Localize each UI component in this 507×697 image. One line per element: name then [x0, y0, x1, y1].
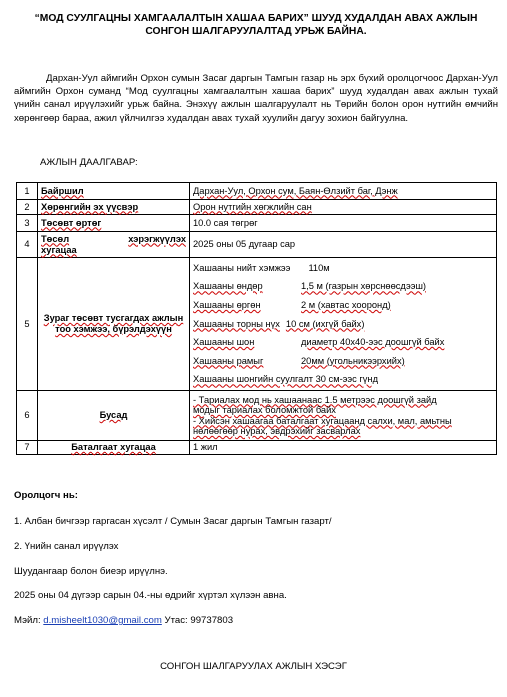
row-label: Баталгаат хугацаа	[38, 441, 190, 455]
table-row	[17, 391, 497, 441]
list-item: 2. Үнийн санал ирүүлэх	[14, 541, 119, 552]
email-link[interactable]: d.misheelt1030@gmail.com	[43, 615, 162, 626]
footer-signature: СОНГОН ШАЛГАРУУЛАХ АЖЛЫН ХЭСЭГ	[160, 661, 347, 672]
table-row	[17, 441, 497, 455]
document-title: “МОД СУУЛГАЦНЫ ХАМГААЛАЛТЫН ХАШАА БАРИХ” ШУУД ХУДАЛДАН АВАХ АЖЛЫН СОНГОН ШАЛГАРУУЛАЛТАД УРЬЖ БАЙНА.	[34, 13, 478, 37]
requirements-heading: АЖЛЫН ДААЛГАВАР:	[40, 157, 138, 168]
row-label: Төсөл хэрэгжүүлэх хугацаа	[38, 232, 190, 258]
list-item: 2025 оны 04 дүгээр сарын 04.-ны өдрийг хүртэл хүлээн авна.	[14, 590, 287, 601]
row-number: 1	[17, 183, 38, 200]
row-value: Дархан-Уул, Орхон сум, Баян-Өлзийт баг, Дэнж	[190, 183, 497, 200]
row-number: 2	[17, 200, 38, 215]
spec-line: Хашааны шонгийн суулгалт 30 см-ээс гүнд	[193, 374, 378, 385]
contact-line	[14, 615, 233, 626]
row-number: 5	[17, 258, 38, 391]
row-number: 3	[17, 215, 38, 232]
phone-label: Утас:	[164, 615, 188, 626]
row-label: Хөрөнгийн эх үүсвэр	[38, 200, 190, 215]
intro-paragraph: Дархан-Уул аймгийн Орхон сумын Засаг даргын Тамгын газар нь эрх бүхий оролцогчоос Дархан-Уул аймгийн Орхон суманд “Мод суулгацны хамгаалалтын хашаа барих” шууд худалдан авах ажлын тухай үнийн санал ирүүлэхийг урьж байна. Энэхүү ажлын шалгаруулалт нь Төрийн болон орон нутгийн өмчийн хөрөнгөөр бараа, ажил үйлчилгээ худалдан авах тухай хуулийн дагуу зохион байгуулна.	[14, 73, 498, 124]
table-row	[17, 215, 497, 232]
spec-line: Хашааны шон диаметр 40х40-ээс доошгүй байх	[193, 337, 445, 348]
table-row	[17, 200, 497, 215]
requirements-table	[16, 182, 497, 455]
table-row	[17, 258, 497, 391]
participants-heading: Оролцогч нь:	[14, 490, 78, 501]
spec-line: Хашааны өргөн 2 м (хавтас хооронд)	[193, 299, 391, 310]
spec-line: Хашааны нийт хэмжээ 110м	[193, 262, 330, 273]
row-number: 7	[17, 441, 38, 455]
list-item: 1. Албан бичгээр гаргасан хүсэлт / Сумын Засаг даргын Тамгын газарт/	[14, 516, 332, 527]
spec-line: Хашааны торны нүх 10 см (ихгүй байх)	[193, 318, 365, 329]
row-value: 1 жил	[190, 441, 497, 455]
table-row	[17, 232, 497, 258]
spec-line: Хашааны өндөр 1,5 м (газрын хөрснөөсдээш)	[193, 281, 426, 292]
row-value	[190, 258, 497, 391]
row-label: Байршил	[38, 183, 190, 200]
row-label: Бусад	[38, 391, 190, 441]
mail-label: Мэйл:	[14, 615, 41, 626]
spec-line: Хашааны рамыг 20мм (угольникээрхийх)	[193, 355, 405, 366]
row-label: Зураг төсөвт тусгагдах ажлын тоо хэмжээ, бүрэлдэхүүн	[38, 258, 190, 391]
row-number: 4	[17, 232, 38, 258]
row-label: Төсөвт өртөг	[38, 215, 190, 232]
row-value: - Тариалах мод нь хашаанаас 1.5 метрээс доошгүй зайд модыг тариалах боломжтой байх - Хийсэн хашаагаа баталгаат хугацаанд салхи, мал, амьтны нөлөөгөөр нурах, эвдрэхийг засварлах	[190, 391, 497, 441]
row-value: 10.0 сая төгрөг	[190, 215, 497, 232]
row-number: 6	[17, 391, 38, 441]
row-value: 2025 оны 05 дугаар сар	[190, 232, 497, 258]
list-item: Шуудангаар болон биеэр ирүүлнэ.	[14, 566, 168, 577]
row-value: Орон нутгийн хөгжлийн сан	[190, 200, 497, 215]
phone-number: 99737803	[190, 615, 234, 626]
table-row	[17, 183, 497, 200]
